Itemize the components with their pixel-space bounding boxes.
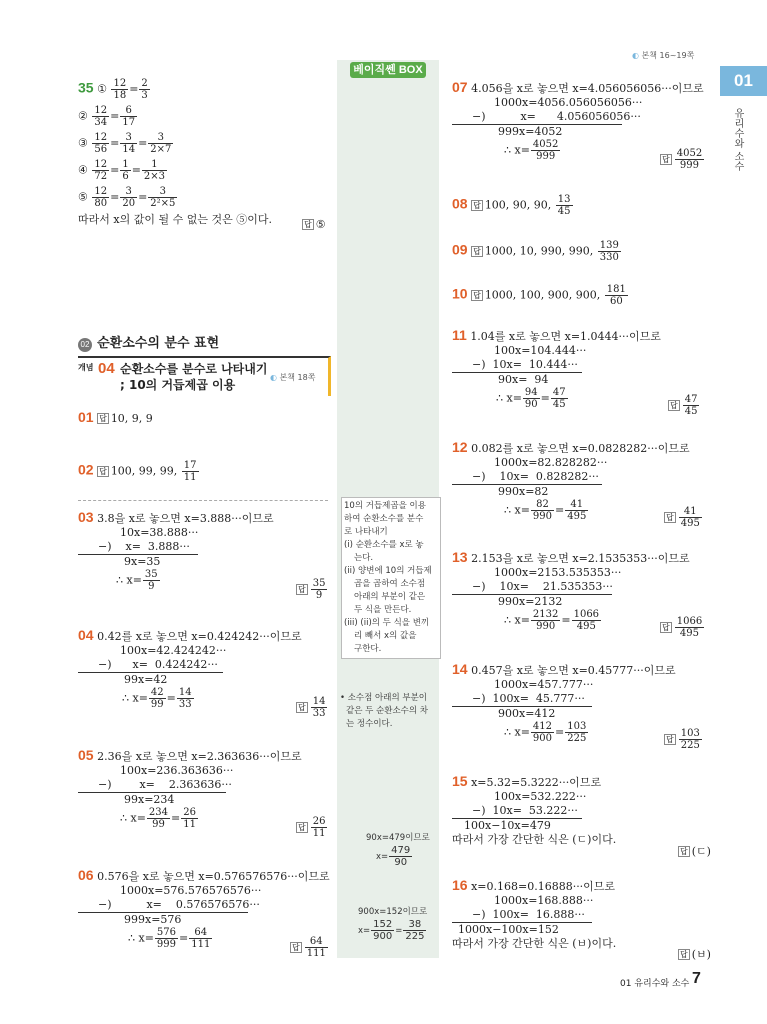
footer-chapter: 01 유리수와 소수 bbox=[620, 979, 690, 989]
q15-answer: 답 (ㄷ) bbox=[680, 845, 711, 858]
q12-answer: 답 $\frac{41}{495}$ bbox=[666, 506, 700, 529]
question-02: 02 답 100, 99, 99, $\frac{17}{11}$ bbox=[78, 460, 197, 483]
question-15: 15 x=5.32=5.3222···이므로 100x=532.222··· −) 10x= 53.222··· 100x−10x=479 따라서 가장 간단한 식은 (ㄷ)이다. bbox=[452, 773, 617, 846]
question-08: 08 답 100, 90, 90, $\frac{13}{45}$ bbox=[452, 194, 571, 217]
note-q16: 900x=152이므로 x= $\frac{152}{900}$ = $\frac{38}{225}$ bbox=[358, 907, 428, 942]
page-number: 7 bbox=[692, 970, 701, 987]
side-chapter-title: 유리수와 소수 bbox=[732, 108, 743, 172]
question-01: 01 답 10, 9, 9 bbox=[78, 409, 153, 425]
q11-answer: 답 $\frac{47}{45}$ bbox=[670, 394, 698, 417]
question-03: 03 3.8을 x로 놓으면 x=3.888···이므로 10x=38.888··· −) x= 3.888··· 9x=35 ∴ x= $\frac{35}{9}$ bbox=[78, 509, 274, 592]
q16-answer: 답 (ㅂ) bbox=[680, 948, 711, 961]
concept-box: 개념 04 순환소수를 분수로 나타내기 ; 10의 거듭제곱 이용 ◐ 본책 18쪽 bbox=[78, 356, 331, 396]
reference-icon: ◐ bbox=[632, 51, 639, 60]
question-04: 04 0.42를 x로 놓으면 x=0.424242···이므로 100x=42.424242··· −) x= 0.424242··· 99x=42 ∴ x= $\frac{42}{99}$ = $\frac{14}{33}$ bbox=[78, 627, 302, 710]
q05-answer: 답 $\frac{26}{11}$ bbox=[298, 816, 326, 839]
question-12: 12 0.082를 x로 놓으면 x=0.0828282···이므로 1000x=82.828282··· −) 10x= 0.828282··· 990x=82 ∴ x= $\frac{82}{990}$ = $\frac{41}{495}$ bbox=[452, 439, 690, 522]
section-badge: 02 bbox=[78, 338, 92, 352]
reference-icon: ◐ bbox=[270, 373, 277, 382]
question-09: 09 답 1000, 10, 990, 990, $\frac{139}{330}$ bbox=[452, 240, 619, 263]
question-16: 16 x=0.168=0.16888···이므로 1000x=168.888··· −) 100x= 16.888··· 1000x−100x=152 따라서 가장 간단한 식은 (ㅂ)이다. bbox=[452, 877, 617, 950]
question-13: 13 2.153을 x로 놓으면 x=2.1535353···이므로 1000x=2153.535353··· −) 10x= 21.535353··· 990x=2132 ∴ x= $\frac{2132}{990}$ = $\frac{1066}{495}$ bbox=[452, 549, 690, 632]
question-10: 10 답 1000, 100, 900, 900, $\frac{181}{60}$ bbox=[452, 284, 626, 307]
q06-answer: 답 $\frac{64}{111}$ bbox=[292, 936, 326, 959]
question-14: 14 0.457을 x로 놓으면 x=0.45777···이므로 1000x=457.777··· −) 100x= 45.777··· 900x=412 ∴ x= $\frac{412}{900}$ = $\frac{103}{225}$ bbox=[452, 661, 676, 744]
question-07: 07 4.056을 x로 놓으면 x=4.056056056···이므로 1000x=4056.056056056··· −) x= 4.056056056··· 999x=4052 ∴ x= $\frac{4052}{999}$ bbox=[452, 79, 704, 162]
box-title: 베이직쎈 BOX bbox=[350, 62, 426, 78]
question-11: 11 1.04를 x로 놓으면 x=1.0444···이므로 100x=104.444··· −) 10x= 10.444··· 90x= 94 ∴ x= $\frac{94}{90}$ = $\frac{47}{45}$ bbox=[452, 327, 661, 410]
q04-answer: 답 $\frac{14}{33}$ bbox=[298, 696, 326, 719]
q14-answer: 답 $\frac{103}{225}$ bbox=[666, 728, 700, 751]
note-q15: 90x=479이므로 x= $\frac{479}{90}$ bbox=[366, 833, 430, 868]
question-05: 05 2.36을 x로 놓으면 x=2.363636···이므로 100x=236.363636··· −) x= 2.363636··· 99x=234 ∴ x= $\frac{234}{99}$ = $\frac{26}{11}$ bbox=[78, 747, 302, 830]
concept-ref: ◐ 본책 18쪽 bbox=[270, 373, 316, 382]
note-difference: • 소수점 아래의 부분이 같은 두 순환소수의 차 는 정수이다. bbox=[340, 693, 429, 729]
note-power-of-ten: 10의 거듭제곱을 이용 하여 순환소수를 분수 로 나타내기 (i) 순환소수를 x로 놓 는다. (ii) 양변에 10의 거듭제 곱을 곱하여 소수점 아래의 부분이 같은 두 식을 만든다. (iii) (ii)의 두 식을 변끼 리 빼서 x의 값을 구한다. bbox=[341, 497, 441, 659]
q07-answer: 답 $\frac{4052}{999}$ bbox=[662, 148, 703, 171]
page-reference: ◐ 본책 16~19쪽 bbox=[632, 51, 695, 60]
chapter-tab: 01 bbox=[720, 66, 767, 96]
q35-answer: 답 ⑤ bbox=[304, 218, 326, 231]
question-35: 35 ① $\frac{12}{18}$ = $\frac{2}{3}$ ② $\frac{12}{34}$ = $\frac{6}{17}$ ③ $\frac{12}{56}$ = $\frac{3}{14}$ = $\frac{3}{2\times 7}$ ④ $\frac{12}{72}$ = $\frac{1}{6}$ = $\frac{1}{2\times 3}$ ⑤ $\frac{12}{80}$ = $\frac{3}{20}$ = $\frac{3}{\text{2²×5}}$ 따라서 x의 값이 될 수 없는 것은 ⑤이다. bbox=[78, 78, 272, 226]
q13-answer: 답 $\frac{1066}{495}$ bbox=[662, 616, 703, 639]
section-header: 02 순환소수의 분수 표현 bbox=[78, 332, 219, 352]
q03-answer: 답 $\frac{35}{9}$ bbox=[298, 578, 326, 601]
question-06: 06 0.576을 x로 놓으면 x=0.576576576···이므로 1000x=576.576576576··· −) x= 0.576576576··· 999x=576 ∴ x= $\frac{576}{999}$ = $\frac{64}{111}$ bbox=[78, 867, 330, 950]
